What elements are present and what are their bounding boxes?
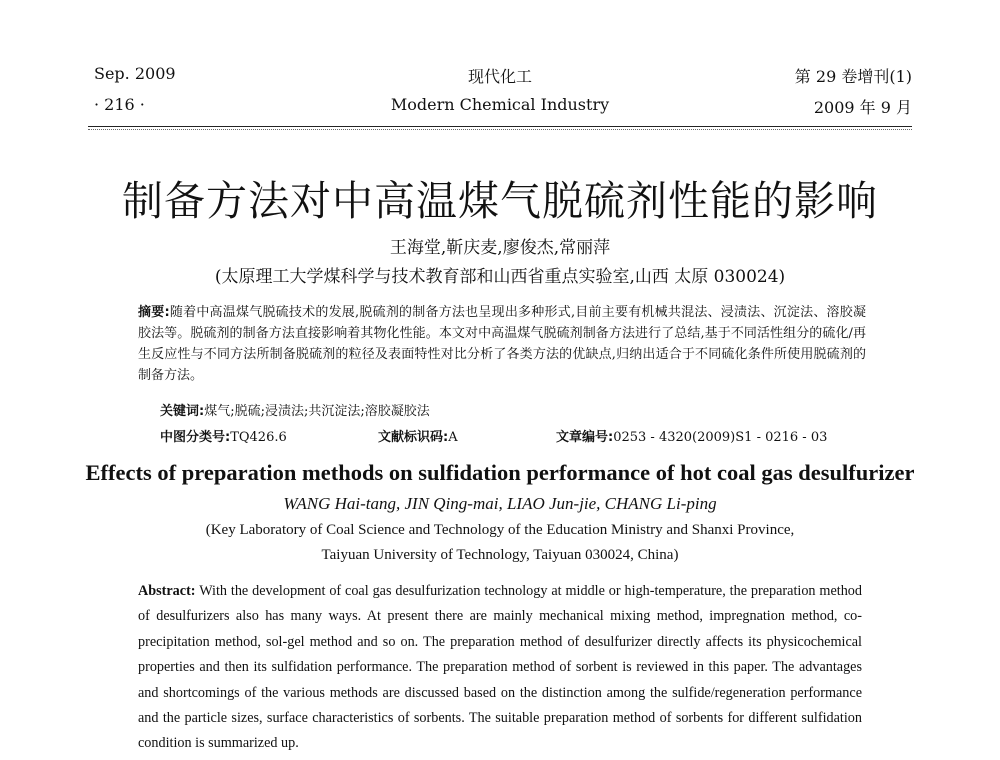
authors-en: WANG Hai-tang, JIN Qing-mai, LIAO Jun-jie, CHANG Li-ping (283, 494, 717, 513)
header-rule-dotted (88, 129, 912, 130)
keywords-cn (160, 400, 430, 419)
abstract-en-label: Abstract: (138, 583, 196, 599)
affiliation-en-line-1: (Key Laboratory of Coal Science and Technology of the Education Ministry and Shanxi Province, (205, 522, 795, 538)
paper-title-en: Effects of preparation methods on sulfidation performance of hot coal gas desulfurizer (85, 460, 915, 485)
doc-code-label: 文献标识码: (378, 430, 449, 445)
keywords-cn-label: 关键词: (160, 404, 205, 419)
article-number-value: 0253 - 4320(2009)S1 - 0216 - 03 (613, 430, 828, 445)
abstract-cn (138, 302, 866, 386)
abstract-cn-label: 摘要: (138, 305, 170, 320)
journal-name-cn: 现代化工 (467, 67, 533, 86)
article-number (556, 426, 827, 445)
authors-cn: 王海堂,靳庆麦,廖俊杰,常丽萍 (389, 238, 611, 258)
affiliation-en-line-2: Taiyuan University of Technology, Taiyuan 030024, China) (321, 547, 679, 563)
volume-issue: 第 29 卷增刊(1) (794, 67, 912, 86)
doc-code-value: A (448, 430, 458, 445)
clc-number (160, 426, 287, 445)
abstract-en-text: With the development of coal gas desulfurization technology at middle or high-temperature, the preparation method of desulfurizers also has many ways. At present there are mainly mechanical mixing method, impregnation method, co-precipitation method, sol-gel method and so on. The preparation method of desulfurizer directly affects its physicochemical properties and then its sulfidation performance. The preparation method of sorbent is reviewed in this paper. The advantages and shortcomings of the various methods are discussed based on the distinction among the sulfide/regeneration performance and the particle sizes, surface characteristics of sorbents. The suitable preparation method of sorbents for different sulfidation condition is summarized up. (138, 583, 862, 752)
keywords-cn-text: 煤气;脱硫;浸渍法;共沉淀法;溶胶凝胶法 (204, 404, 430, 419)
journal-name-en: Modern Chemical Industry (390, 95, 610, 114)
journal-date-cn: 2009 年 9 月 (813, 98, 912, 117)
clc-label: 中图分类号: (160, 430, 231, 445)
page-number: · 216 · (94, 95, 145, 114)
clc-value: TQ426.6 (230, 430, 287, 445)
document-code (378, 426, 458, 445)
header-rule (88, 126, 912, 127)
affiliation-cn: (太原理工大学煤科学与技术教育部和山西省重点实验室,山西 太原 030024) (214, 267, 786, 287)
abstract-en (138, 579, 862, 757)
journal-date-en: Sep. 2009 (94, 64, 176, 83)
paper-title-cn: 制备方法对中高温煤气脱硫剂性能的影响 (122, 177, 878, 225)
article-number-label: 文章编号: (556, 430, 614, 445)
abstract-cn-text: 随着中高温煤气脱硫技术的发展,脱硫剂的制备方法也呈现出多种形式,目前主要有机械共混法、浸渍法、沉淀法、溶胶凝胶法等。脱硫剂的制备方法直接影响着其物化性能。本文对中高温煤气脱硫剂制备方法进行了总结,基于不同活性组分的硫化/再生反应性与不同方法所制备脱硫剂的粒径及表面特性对比分析了各类方法的优缺点,归纳出适合于不同硫化条件所使用脱硫剂的制备方法。 (138, 305, 867, 383)
